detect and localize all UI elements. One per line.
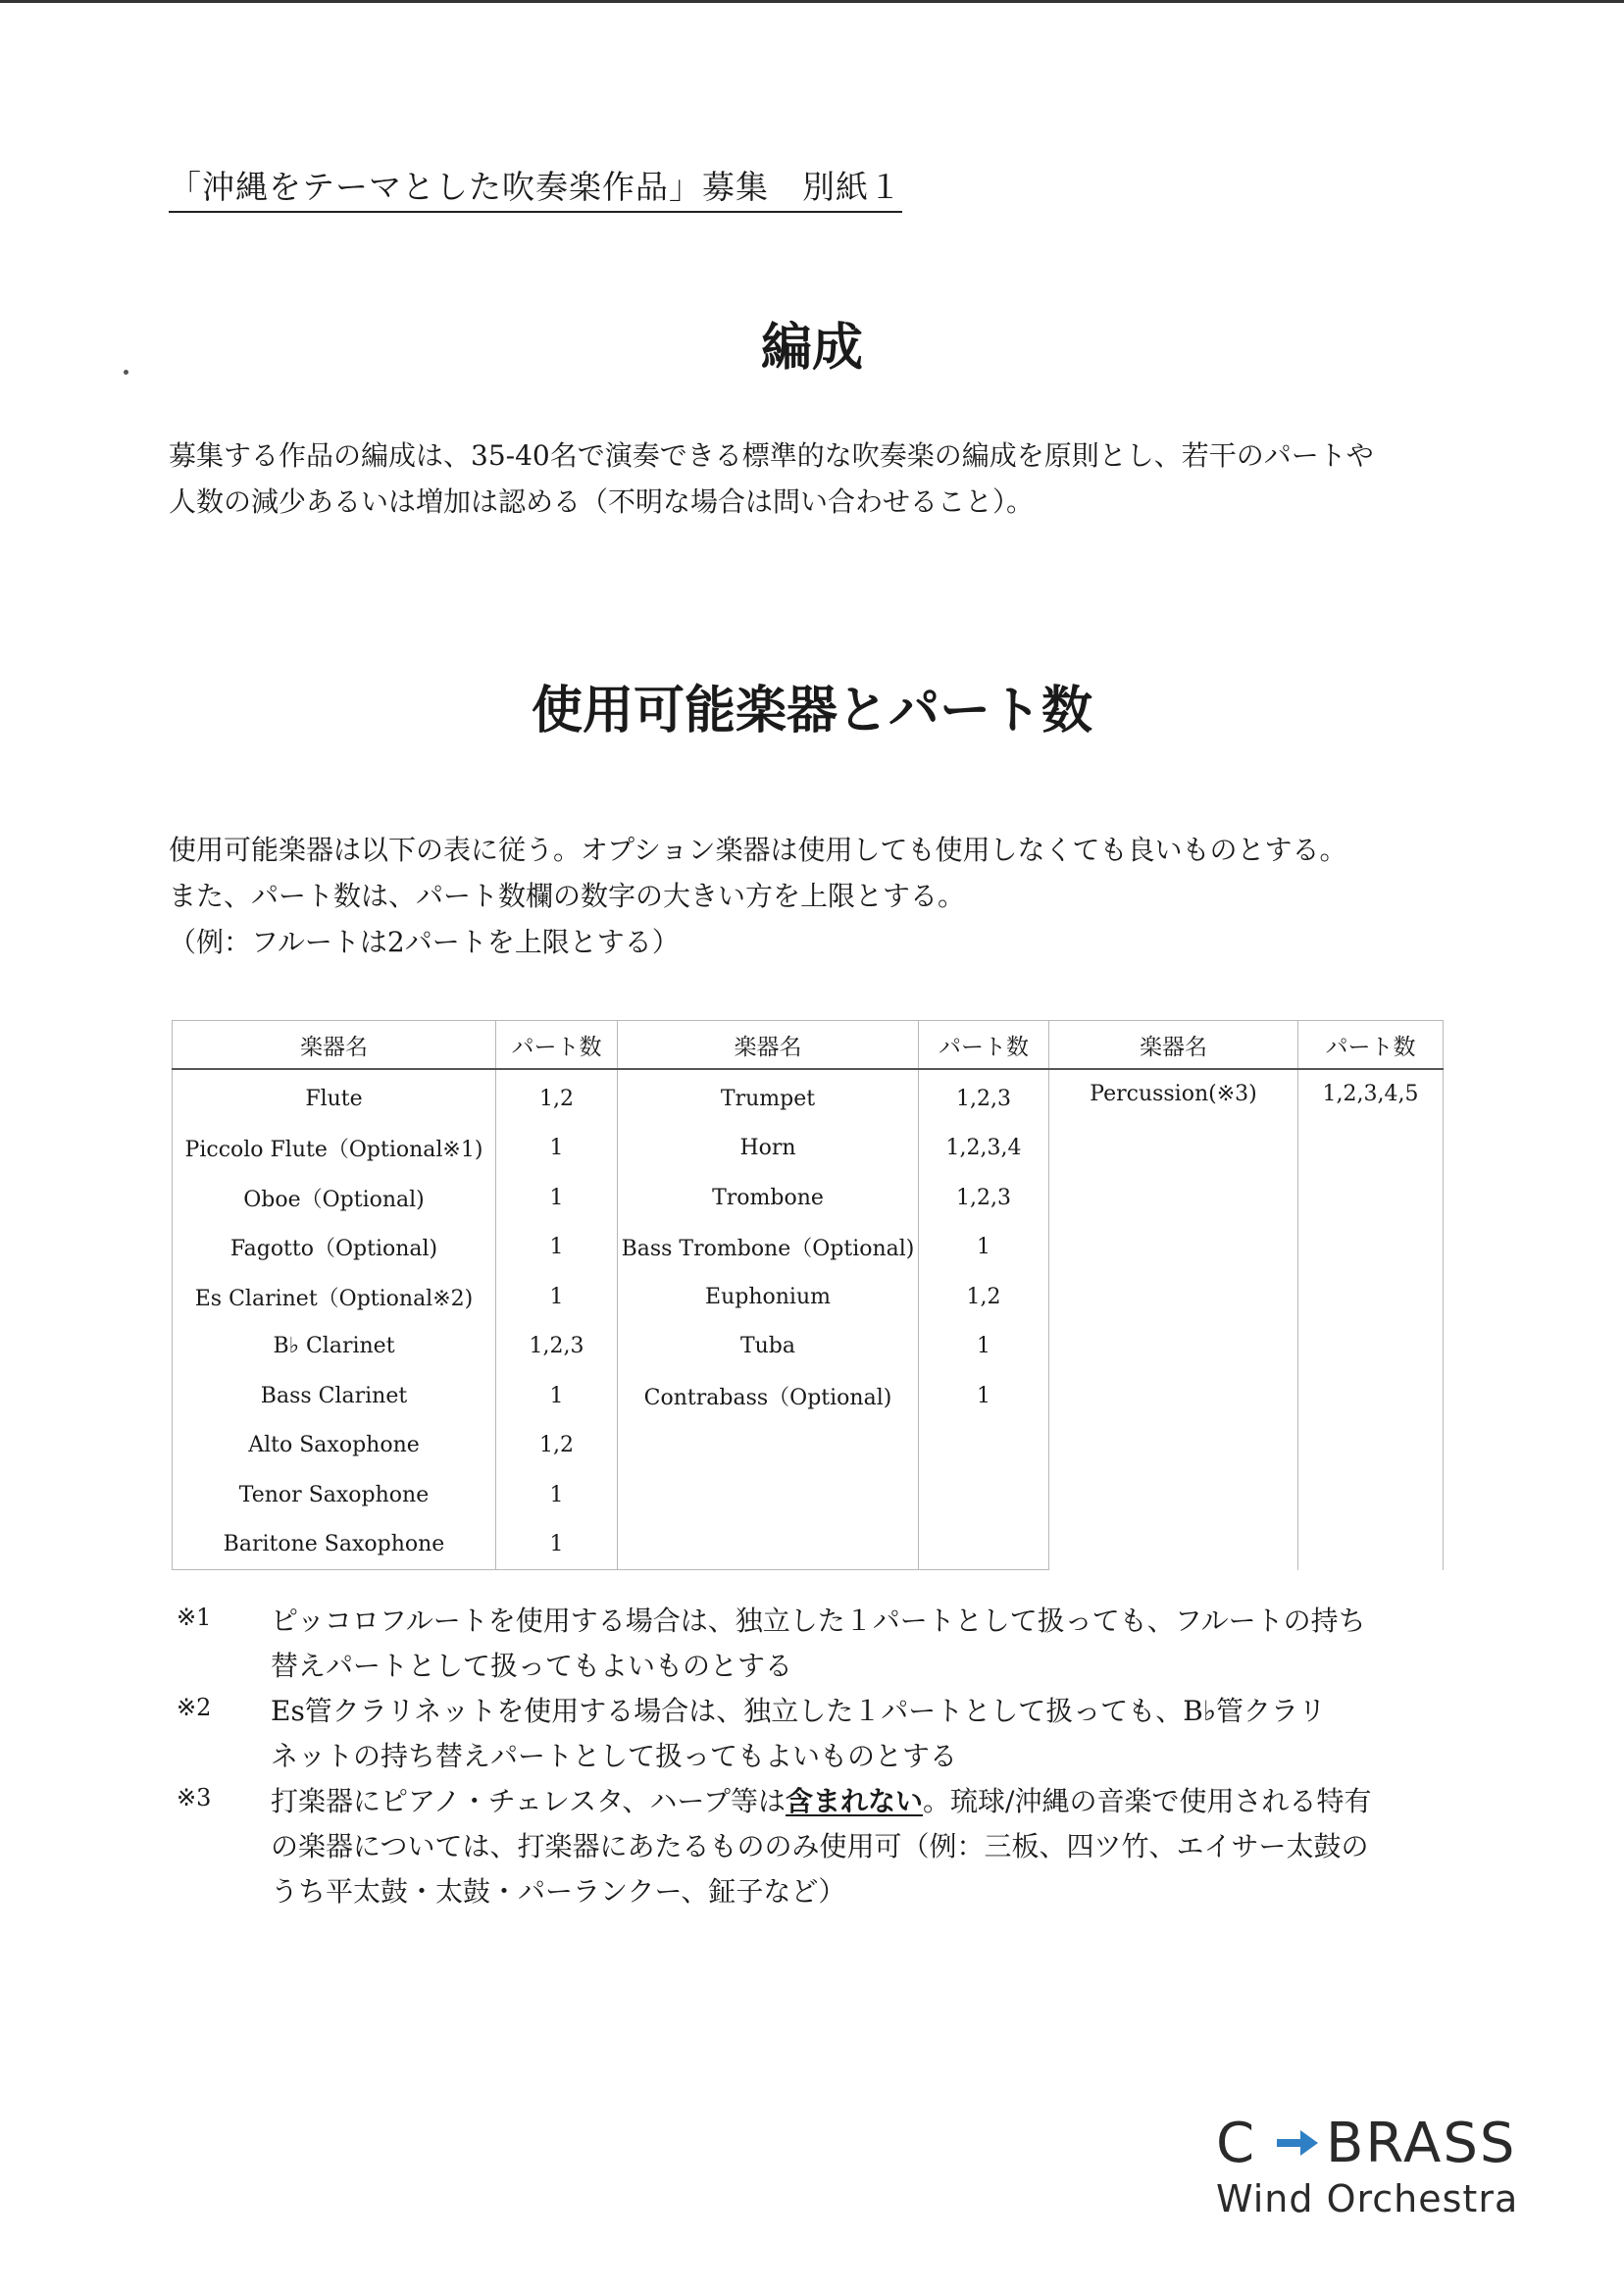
paragraph-line: 募集する作品の編成は、35-40名で演奏できる標準的な吹奏楽の編成を原則とし、若干のパートや (169, 439, 1374, 472)
footnote-mark: ※2 (177, 1694, 212, 1721)
instrument-name: Euphonium (618, 1272, 919, 1322)
footnote-line: の楽器については、打楽器にあたるもののみ使用可（例：三板、四ツ竹、エイサー太鼓の (271, 1830, 1369, 1862)
empty-cell (618, 1520, 919, 1570)
instrument-name: Fagotto（Optional) (173, 1223, 496, 1273)
table-row (173, 1069, 1444, 1124)
section-heading-instruments: 使用可能楽器とパート数 (531, 682, 1092, 740)
footnotes (177, 1599, 1451, 1914)
instrument-name: Flute (173, 1069, 496, 1124)
table-header-row (173, 1021, 1444, 1070)
formation-paragraph (169, 433, 1453, 525)
instrument-name: Trumpet (618, 1069, 919, 1124)
column-header: パート数 (496, 1021, 618, 1070)
instrument-name: Horn (618, 1124, 919, 1174)
empty-cell (919, 1421, 1049, 1471)
instrument-name: Oboe（Optional) (173, 1173, 496, 1223)
empty-cell (618, 1470, 919, 1520)
instruments-paragraph (169, 827, 1453, 965)
top-border-line (0, 0, 1624, 3)
footnote-1 (177, 1599, 1451, 1689)
empty-cell (919, 1470, 1049, 1520)
emphasized-text: 含まれない (786, 1785, 924, 1817)
part-count: 1,2 (496, 1069, 618, 1124)
empty-cell (618, 1421, 919, 1471)
part-count: 1,2,3 (919, 1173, 1049, 1223)
part-count: 1,2 (496, 1421, 618, 1471)
paragraph-line: 使用可能楽器は以下の表に従う。オプション楽器は使用しても使用しなくても良いものとする。 (169, 834, 1347, 866)
part-count: 1 (496, 1272, 618, 1322)
footnote-text: 。琉球/沖縄の音楽で使用される特有 (923, 1785, 1372, 1817)
part-count: 1 (496, 1223, 618, 1273)
part-count: 1 (919, 1322, 1049, 1372)
logo-subtitle: Wind Orchestra (1216, 2177, 1519, 2220)
column-header: パート数 (919, 1021, 1049, 1070)
footnote-line: Es管クラリネットを使用する場合は、独立した１パートとして扱っても、B♭管クラリ (271, 1695, 1327, 1727)
column-header: 楽器名 (1049, 1021, 1298, 1070)
part-count: 1 (496, 1124, 618, 1174)
instrument-table (172, 1020, 1444, 1570)
instrument-name: Piccolo Flute（Optional※1) (173, 1124, 496, 1174)
part-count: 1 (496, 1173, 618, 1223)
part-count: 1 (496, 1470, 618, 1520)
part-count: 1 (496, 1371, 618, 1421)
empty-cell (919, 1520, 1049, 1570)
instrument-name: Tuba (618, 1322, 919, 1372)
instrument-name: Baritone Saxophone (173, 1520, 496, 1570)
arrow-right-icon (1277, 2128, 1320, 2158)
part-count: 1,2,3,4 (919, 1124, 1049, 1174)
part-count: 1 (496, 1520, 618, 1570)
instrument-name: Percussion(※3) (1049, 1069, 1298, 1570)
instrument-name: Es Clarinet（Optional※2) (173, 1272, 496, 1322)
instrument-name: Alto Saxophone (173, 1421, 496, 1471)
logo-brass-text: BRASS (1326, 2112, 1517, 2175)
footnote-mark: ※1 (177, 1604, 212, 1631)
footnote-3 (177, 1779, 1451, 1914)
instrument-name: Contrabass（Optional) (618, 1371, 919, 1421)
column-header: パート数 (1298, 1021, 1444, 1070)
part-count: 1,2,3,4,5 (1298, 1069, 1444, 1570)
paragraph-line: 人数の減少あるいは増加は認める（不明な場合は問い合わせること）。 (169, 485, 1035, 518)
column-header: 楽器名 (173, 1021, 496, 1070)
footnote-line: ピッコロフルートを使用する場合は、独立した１パートとして扱っても、フルートの持ち (271, 1605, 1366, 1637)
paragraph-line: また、パート数は、パート数欄の数字の大きい方を上限とする。 (169, 880, 966, 912)
part-count: 1 (919, 1371, 1049, 1421)
column-header: 楽器名 (618, 1021, 919, 1070)
footnote-text: 打楽器にピアノ・チェレスタ、ハープ等は (271, 1785, 787, 1817)
part-count: 1,2 (919, 1272, 1049, 1322)
part-count: 1,2,3 (919, 1069, 1049, 1124)
footnote-mark: ※3 (177, 1784, 212, 1811)
footnote-2 (177, 1689, 1451, 1779)
document-header: 「沖縄をテーマとした吹奏楽作品」募集 別紙１ (169, 162, 902, 213)
footnote-line: うち平太鼓・太鼓・パーランクー、鉦子など） (271, 1875, 846, 1908)
footnote-line: 替えパートとして扱ってもよいものとする (271, 1650, 793, 1682)
paragraph-line: （例：フルートは2パートを上限とする） (169, 926, 680, 958)
instrument-name: Bass Trombone（Optional) (618, 1223, 919, 1273)
cbrass-logo (1216, 2112, 1540, 2224)
footnote-line: ネットの持ち替えパートとして扱ってもよいものとする (271, 1740, 958, 1772)
section-heading-formation: 編成 (760, 319, 863, 378)
instrument-name: Tenor Saxophone (173, 1470, 496, 1520)
instrument-name: Bass Clarinet (173, 1371, 496, 1421)
part-count: 1 (919, 1223, 1049, 1273)
instrument-name: B♭ Clarinet (173, 1322, 496, 1372)
instrument-name: Trombone (618, 1173, 919, 1223)
logo-c-letter: C (1216, 2112, 1257, 2175)
footnote-line (271, 1779, 1451, 1824)
part-count: 1,2,3 (496, 1322, 618, 1372)
